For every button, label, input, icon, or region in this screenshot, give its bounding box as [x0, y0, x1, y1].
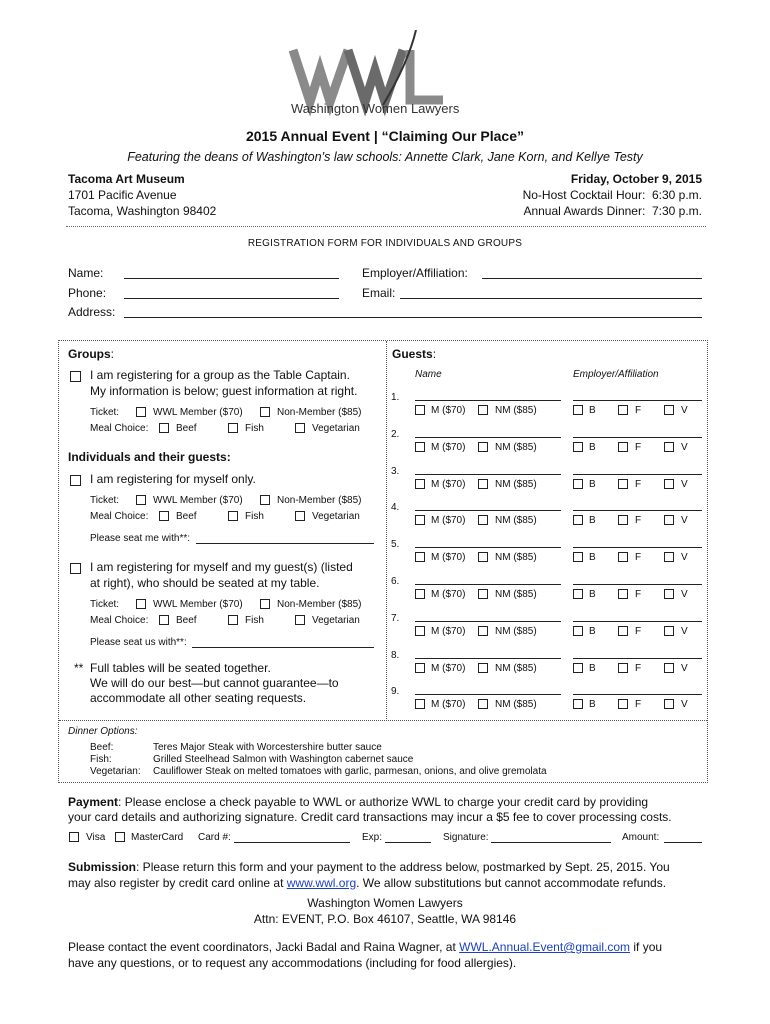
guest-veg-label: V — [681, 478, 688, 490]
fish-option-label: Fish: — [90, 754, 112, 765]
note-line-2: We will do our best—but cannot guarantee—to — [90, 676, 339, 690]
guests-heading: Guests: — [392, 347, 437, 361]
guest-employer-field[interactable] — [573, 547, 702, 548]
guest-veg-checkbox[interactable] — [664, 626, 674, 636]
email-field[interactable] — [400, 298, 702, 299]
submission-label: Submission — [68, 860, 137, 874]
note-line-1: Full tables will be seated together. — [90, 661, 271, 675]
beef-option-label: Beef: — [90, 742, 114, 753]
guest-member-label: M ($70) — [431, 625, 466, 637]
submission-text: Submission: Please return this form and your payment to the address below, postmarked by Sept. 25, 2015. You may also register by credit card online at www.wwl.org. We allow substitutions but cannot accommodate refunds. — [68, 860, 670, 890]
payment-text: Payment: Please enclose a check payable to WWL or authorize WWL to charge your credit card by providing your card details and authorizing signature. Credit card transactions may incur a $5 fee to cover processing costs. — [68, 795, 672, 824]
guest-member-label: M ($70) — [431, 478, 466, 490]
guest-veg-label: V — [681, 441, 688, 453]
guest-options-row — [415, 442, 715, 456]
member-checkbox[interactable] — [136, 407, 146, 417]
guest-fish-label: F — [635, 552, 642, 564]
exp-label: Exp: — [362, 832, 383, 843]
guest-employer-field[interactable] — [573, 621, 702, 622]
ticket-label: Ticket: — [90, 599, 120, 610]
dinner-divider — [59, 720, 707, 721]
guest-fish-label: F — [635, 515, 642, 527]
nonmember-label: Non-Member ($85) — [277, 495, 362, 506]
form-title: REGISTRATION FORM FOR INDIVIDUALS AND GROUPS — [247, 238, 523, 249]
guest-veg-checkbox[interactable] — [664, 663, 674, 673]
guest-nonmember-label: NM ($85) — [495, 552, 537, 564]
guest-name-field[interactable] — [415, 547, 561, 548]
guest-fish-checkbox[interactable] — [618, 515, 628, 525]
name-label: Name: — [68, 266, 104, 280]
employer-field[interactable] — [482, 278, 702, 279]
member-label: WWL Member ($70) — [153, 495, 243, 506]
ticket-label: Ticket: — [90, 407, 120, 418]
event-subtitle: Featuring the deans of Washington’s law schools: Annette Clark, Jane Korn, and Kellye Testy — [127, 150, 643, 164]
guest-number: 9. — [391, 686, 400, 698]
beef-option-desc: Teres Major Steak with Worcestershire butter sauce — [153, 742, 382, 753]
name-field[interactable] — [124, 278, 339, 279]
guest-options-row — [415, 515, 715, 529]
guest-fish-checkbox[interactable] — [618, 663, 628, 673]
guest-employer-field[interactable] — [573, 510, 702, 511]
fish-checkbox[interactable] — [228, 423, 238, 433]
guest-veg-checkbox[interactable] — [664, 699, 674, 709]
nonmember-checkbox[interactable] — [260, 599, 270, 609]
guest-beef-label: B — [589, 515, 596, 527]
guest-name-field[interactable] — [415, 510, 561, 511]
guest-beef-label: B — [589, 625, 596, 637]
nonmember-label: Non-Member ($85) — [277, 407, 362, 418]
mailing-line-1: Washington Women Lawyers — [307, 896, 463, 910]
guest-fish-checkbox[interactable] — [618, 479, 628, 489]
veg-option-desc: Cauliflower Steak on melted tomatoes with garlic, parmesan, onions, and olive gremolata — [153, 766, 547, 777]
guest-beef-checkbox[interactable] — [573, 479, 583, 489]
guest-veg-label: V — [681, 662, 688, 674]
signature-label: Signature: — [443, 832, 489, 843]
member-label: WWL Member ($70) — [153, 599, 243, 610]
guest-member-checkbox[interactable] — [415, 479, 425, 489]
guest-member-checkbox[interactable] — [415, 626, 425, 636]
guest-name-field[interactable] — [415, 474, 561, 475]
guest-employer-col: Employer/Affiliation — [573, 369, 659, 380]
guest-nonmember-checkbox[interactable] — [478, 552, 488, 562]
guest-member-label: M ($70) — [431, 699, 466, 711]
guest-veg-checkbox[interactable] — [664, 589, 674, 599]
guest-number: 5. — [391, 539, 400, 551]
mailing-line-2: Attn: EVENT, P.O. Box 46107, Seattle, WA 98146 — [253, 912, 517, 926]
fish-checkbox[interactable] — [228, 615, 238, 625]
member-checkbox[interactable] — [136, 599, 146, 609]
guest-member-checkbox[interactable] — [415, 589, 425, 599]
beef-label: Beef — [176, 423, 197, 434]
guest-member-label: M ($70) — [431, 441, 466, 453]
mastercard-label: MasterCard — [131, 832, 184, 843]
cocktail-time: No-Host Cocktail Hour: 6:30 p.m. — [522, 188, 702, 202]
myself-guests-checkbox[interactable] — [70, 563, 81, 574]
guest-name-field[interactable] — [415, 584, 561, 585]
guest-nonmember-checkbox[interactable] — [478, 663, 488, 673]
guest-options-row — [415, 589, 715, 603]
guest-nonmember-checkbox[interactable] — [478, 626, 488, 636]
address-field[interactable] — [124, 317, 702, 318]
guest-member-checkbox[interactable] — [415, 552, 425, 562]
employer-label: Employer/Affiliation: — [362, 266, 468, 280]
guest-veg-checkbox[interactable] — [664, 442, 674, 452]
table-captain-label: I am registering for a group as the Table Captain. — [90, 368, 350, 382]
guest-beef-checkbox[interactable] — [573, 699, 583, 709]
guest-number: 2. — [391, 428, 400, 440]
vegetarian-label: Vegetarian — [312, 615, 360, 626]
guest-employer-field[interactable] — [573, 400, 702, 401]
amount-label: Amount: — [622, 832, 660, 843]
guest-member-label: M ($70) — [431, 589, 466, 600]
note-marker: ** — [74, 661, 84, 675]
note-line-3: accommodate all other seating requests. — [90, 691, 307, 705]
nonmember-checkbox[interactable] — [260, 407, 270, 417]
meal-label: Meal Choice: — [90, 511, 149, 522]
beef-label: Beef — [176, 615, 197, 626]
fish-label: Fish — [245, 511, 264, 522]
guest-member-checkbox[interactable] — [415, 515, 425, 525]
guest-fish-checkbox[interactable] — [618, 442, 628, 452]
guest-nonmember-label: NM ($85) — [495, 662, 537, 674]
guest-member-label: M ($70) — [431, 405, 466, 416]
logo — [288, 30, 488, 120]
guest-member-label: M ($70) — [431, 552, 466, 564]
guest-nonmember-checkbox[interactable] — [478, 589, 488, 599]
guest-veg-label: V — [681, 405, 688, 416]
guest-fish-checkbox[interactable] — [618, 626, 628, 636]
mastercard-checkbox[interactable] — [115, 832, 125, 842]
meal-label: Meal Choice: — [90, 423, 149, 434]
guest-veg-checkbox[interactable] — [664, 552, 674, 562]
guest-number: 1. — [391, 392, 400, 403]
member-label: WWL Member ($70) — [153, 407, 243, 418]
guest-fish-label: F — [635, 441, 642, 453]
payment-label: Payment — [68, 795, 119, 809]
guest-member-checkbox[interactable] — [415, 442, 425, 452]
guest-fish-checkbox[interactable] — [618, 405, 628, 415]
column-divider — [386, 341, 387, 721]
table-captain-checkbox[interactable] — [70, 371, 81, 382]
guest-beef-checkbox[interactable] — [573, 442, 583, 452]
guest-veg-checkbox[interactable] — [664, 479, 674, 489]
guest-veg-label: V — [681, 699, 688, 711]
vegetarian-label: Vegetarian — [312, 423, 360, 434]
guest-name-col: Name — [415, 369, 442, 380]
beef-checkbox[interactable] — [159, 511, 169, 521]
guest-beef-checkbox[interactable] — [573, 515, 583, 525]
guest-nonmember-checkbox[interactable] — [478, 405, 488, 415]
guest-fish-label: F — [635, 589, 642, 600]
guest-beef-label: B — [589, 699, 596, 711]
guest-veg-checkbox[interactable] — [664, 515, 674, 525]
dinner-options-heading: Dinner Options: — [68, 726, 138, 737]
phone-field[interactable] — [124, 298, 339, 299]
myself-only-checkbox[interactable] — [70, 475, 81, 486]
signature-field[interactable] — [491, 842, 611, 843]
guest-employer-field[interactable] — [573, 584, 702, 585]
seat-me-field[interactable] — [196, 543, 374, 544]
guest-fish-checkbox[interactable] — [618, 699, 628, 709]
guest-nonmember-label: NM ($85) — [495, 625, 537, 637]
guest-nonmember-label: NM ($85) — [495, 699, 537, 711]
veg-option-label: Vegetarian: — [90, 766, 141, 777]
guest-beef-checkbox[interactable] — [573, 626, 583, 636]
guest-nonmember-checkbox[interactable] — [478, 699, 488, 709]
guest-beef-checkbox[interactable] — [573, 405, 583, 415]
address-label: Address: — [68, 305, 116, 319]
guest-name-field[interactable] — [415, 694, 561, 695]
guest-number: 8. — [391, 649, 400, 661]
guest-member-checkbox[interactable] — [415, 405, 425, 415]
guest-veg-label: V — [681, 589, 688, 600]
guest-number: 7. — [391, 612, 400, 624]
guest-fish-label: F — [635, 625, 642, 637]
fish-label: Fish — [245, 423, 264, 434]
guest-employer-field[interactable] — [573, 437, 702, 438]
amount-field[interactable] — [664, 842, 702, 843]
guest-name-field[interactable] — [415, 400, 561, 401]
guest-options-row — [415, 405, 715, 419]
guest-number: 4. — [391, 502, 400, 514]
guest-fish-checkbox[interactable] — [618, 552, 628, 562]
guest-member-label: M ($70) — [431, 515, 466, 527]
fish-option-desc: Grilled Steelhead Salmon with Washington cabernet sauce — [153, 754, 414, 765]
guest-beef-label: B — [589, 662, 596, 674]
table-captain-label-2: My information is below; guest information at right. — [90, 384, 358, 398]
beef-checkbox[interactable] — [159, 423, 169, 433]
guest-nonmember-label: NM ($85) — [495, 515, 537, 527]
guest-options-row — [415, 626, 715, 640]
guest-beef-checkbox[interactable] — [573, 589, 583, 599]
phone-label: Phone: — [68, 286, 107, 300]
vegetarian-checkbox[interactable] — [295, 511, 305, 521]
guest-member-checkbox[interactable] — [415, 663, 425, 673]
exp-field[interactable] — [385, 842, 431, 843]
venue-name: Tacoma Art Museum — [68, 172, 185, 186]
visa-label: Visa — [86, 832, 106, 843]
guest-veg-label: V — [681, 625, 688, 637]
fish-checkbox[interactable] — [228, 511, 238, 521]
email-label: Email: — [362, 286, 396, 300]
event-title: 2015 Annual Event | “Claiming Our Place” — [245, 128, 525, 144]
individuals-heading: Individuals and their guests: — [68, 450, 231, 464]
guest-fish-label: F — [635, 478, 642, 490]
guest-veg-label: V — [681, 515, 688, 527]
beef-label: Beef — [176, 511, 197, 522]
guest-veg-label: V — [681, 552, 688, 564]
guest-beef-checkbox[interactable] — [573, 663, 583, 673]
guest-name-field[interactable] — [415, 621, 561, 622]
vegetarian-checkbox[interactable] — [295, 615, 305, 625]
guest-fish-label: F — [635, 662, 642, 674]
guest-options-row — [415, 699, 715, 713]
nonmember-label: Non-Member ($85) — [277, 599, 362, 610]
seat-me-label: Please seat me with**: — [90, 533, 191, 544]
guest-nonmember-label: NM ($85) — [495, 478, 537, 490]
vegetarian-label: Vegetarian — [312, 511, 360, 522]
guest-number: 6. — [391, 576, 400, 587]
event-date: Friday, October 9, 2015 — [570, 172, 702, 186]
guest-name-field[interactable] — [415, 437, 561, 438]
fish-label: Fish — [245, 615, 264, 626]
coordinator-email-link[interactable]: WWL.Annual.Event@gmail.com — [459, 940, 631, 954]
guest-employer-field[interactable] — [573, 474, 702, 475]
guest-member-checkbox[interactable] — [415, 699, 425, 709]
guest-options-row — [415, 552, 715, 566]
guest-name-field[interactable] — [415, 658, 561, 659]
guest-employer-field[interactable] — [573, 694, 702, 695]
visa-checkbox[interactable] — [69, 832, 79, 842]
guest-beef-checkbox[interactable] — [573, 552, 583, 562]
myself-guests-label-2: at right), who should be seated at my table. — [90, 576, 320, 590]
guest-nonmember-label: NM ($85) — [495, 405, 537, 416]
guest-number: 3. — [391, 465, 400, 477]
guest-fish-label: F — [635, 699, 642, 711]
seat-us-label: Please seat us with**: — [90, 637, 187, 648]
meal-label: Meal Choice: — [90, 615, 149, 626]
guest-nonmember-checkbox[interactable] — [478, 479, 488, 489]
guest-member-label: M ($70) — [431, 662, 466, 674]
guest-fish-label: F — [635, 405, 642, 416]
myself-only-label: I am registering for myself only. — [90, 472, 256, 486]
seat-us-field[interactable] — [192, 647, 374, 648]
dinner-time: Annual Awards Dinner: 7:30 p.m. — [523, 204, 702, 218]
contact-note: Please contact the event coordinators, Jacki Badal and Raina Wagner, at WWL.Annual.Event@gmail.com if you have any questions, or to request any accommodations (including for food allergies). — [68, 940, 663, 970]
nonmember-checkbox[interactable] — [260, 495, 270, 505]
vegetarian-checkbox[interactable] — [295, 423, 305, 433]
guest-beef-label: B — [589, 441, 596, 453]
header-divider — [66, 226, 706, 227]
guest-nonmember-checkbox[interactable] — [478, 515, 488, 525]
groups-heading: Groups: — [68, 347, 115, 361]
venue-address-1: 1701 Pacific Avenue — [68, 188, 177, 202]
member-checkbox[interactable] — [136, 495, 146, 505]
website-link[interactable]: www.wwl.org — [286, 876, 357, 890]
guest-nonmember-checkbox[interactable] — [478, 442, 488, 452]
guest-beef-label: B — [589, 589, 596, 600]
ticket-label: Ticket: — [90, 495, 120, 506]
guest-beef-label: B — [589, 552, 596, 564]
logo-name: Washington Women Lawyers — [291, 101, 460, 116]
guest-nonmember-label: NM ($85) — [495, 589, 537, 600]
guest-beef-label: B — [589, 478, 596, 490]
guest-options-row — [415, 479, 715, 493]
guest-beef-label: B — [589, 405, 596, 416]
card-label: Card #: — [198, 832, 231, 843]
beef-checkbox[interactable] — [159, 615, 169, 625]
guest-veg-checkbox[interactable] — [664, 405, 674, 415]
guest-nonmember-label: NM ($85) — [495, 441, 537, 453]
guest-fish-checkbox[interactable] — [618, 589, 628, 599]
guest-employer-field[interactable] — [573, 658, 702, 659]
venue-address-2: Tacoma, Washington 98402 — [68, 204, 217, 218]
guest-options-row — [415, 663, 715, 677]
card-field[interactable] — [234, 842, 350, 843]
myself-guests-label: I am registering for myself and my guest(s) (listed — [90, 560, 353, 574]
